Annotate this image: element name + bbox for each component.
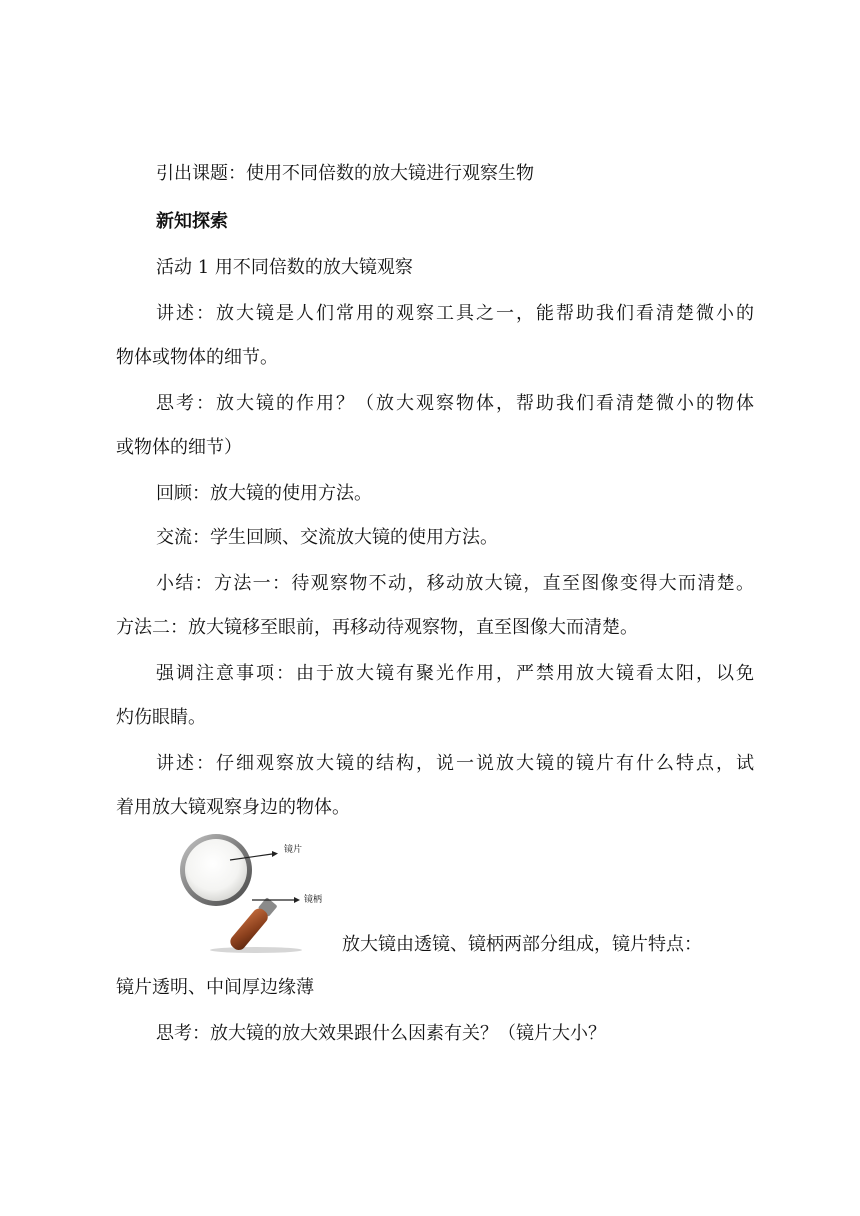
handle-label: 镜柄: [304, 895, 323, 905]
activity-title: 活动 1 用不同倍数的放大镜观察: [156, 257, 413, 278]
paragraph-line: 灼伤眼睛。: [116, 707, 206, 728]
magnifier-icon: [176, 832, 336, 956]
paragraph-line: 着用放大镜观察身边的物体。: [116, 797, 350, 818]
paragraph-line: 镜片透明、中间厚边缘薄: [116, 977, 314, 998]
paragraph-line: 方法二：放大镜移至眼前，再移动待观察物，直至图像大而清楚。: [116, 617, 638, 638]
paragraph-line: 讲述：放大镜是人们常用的观察工具之一，能帮助我们看清楚微小的: [156, 303, 754, 324]
paragraph-line: 或物体的细节）: [116, 437, 242, 458]
paragraph-line: 交流：学生回顾、交流放大镜的使用方法。: [156, 527, 498, 548]
intro-line: 引出课题：使用不同倍数的放大镜进行观察生物: [156, 163, 534, 184]
magnifier-figure: [176, 832, 336, 956]
paragraph-line: 思考：放大镜的作用？（放大观察物体，帮助我们看清楚微小的物体: [156, 393, 754, 414]
paragraph-line: 思考：放大镜的放大效果跟什么因素有关？（镜片大小？: [156, 1023, 606, 1044]
paragraph-line: 物体或物体的细节。: [116, 347, 278, 368]
paragraph-line: 强调注意事项：由于放大镜有聚光作用，严禁用放大镜看太阳，以免: [156, 663, 754, 684]
paragraph-line: 讲述：仔细观察放大镜的结构，说一说放大镜的镜片有什么特点，试: [156, 753, 754, 774]
paragraph-line: 放大镜由透镜、镜柄两部分组成，镜片特点：: [342, 934, 702, 955]
section-heading: 新知探索: [156, 211, 228, 232]
paragraph-line: 小结：方法一：待观察物不动，移动放大镜，直至图像变得大而清楚。: [156, 573, 754, 594]
paragraph-line: 回顾：放大镜的使用方法。: [156, 483, 372, 504]
lens-label: 镜片: [284, 845, 303, 855]
